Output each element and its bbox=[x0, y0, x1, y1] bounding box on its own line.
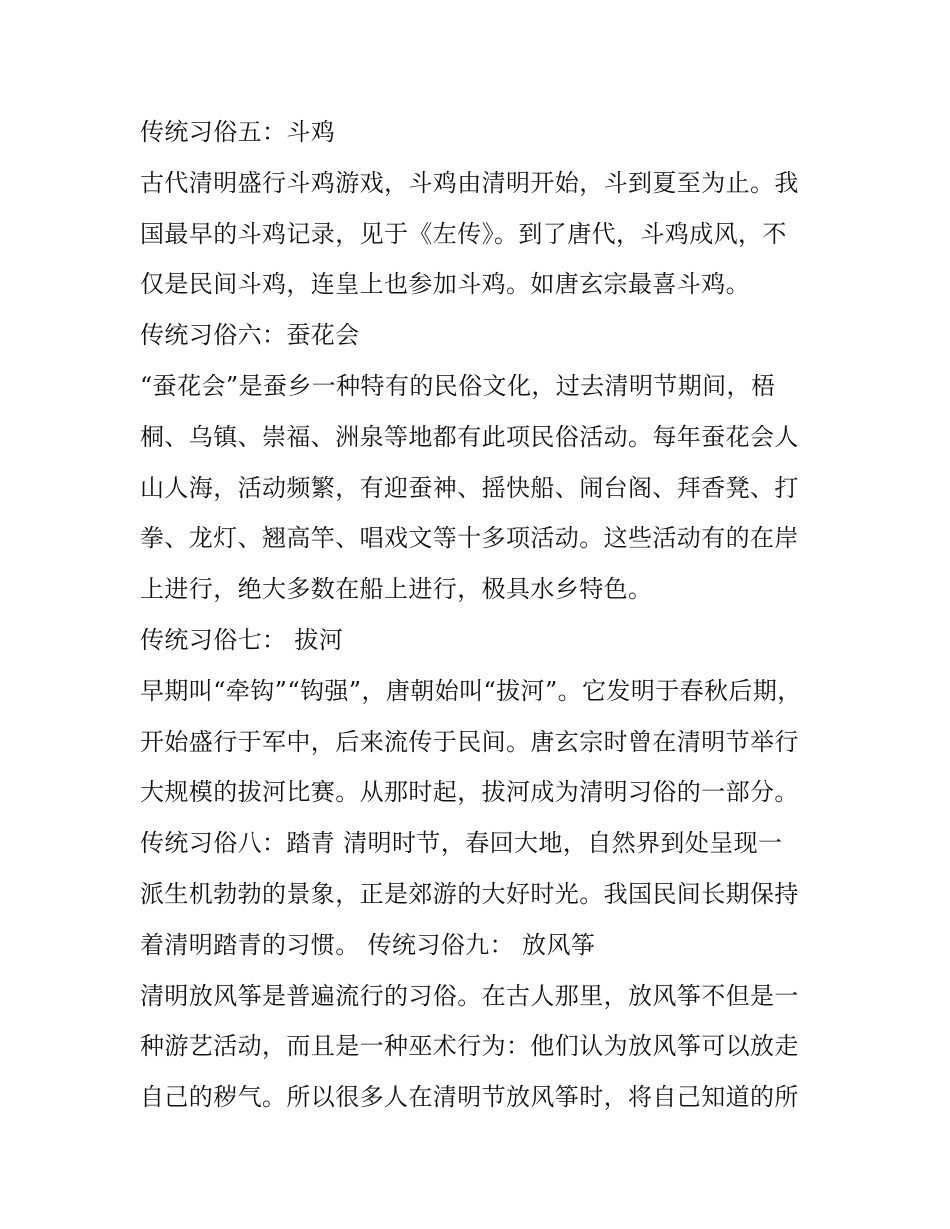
section-heading-9-line: 着清明踏青的习惯。 传统习俗九： 放风筝 bbox=[140, 930, 596, 959]
text-line: 种游艺活动，而且是一种巫术行为：他们认为放风筝可以放走 bbox=[140, 1032, 799, 1061]
text-line: 早期叫“牵钩”“钩强”，唐朝始叫“拔河”。它发明于春秋后期， bbox=[140, 676, 802, 705]
text-line: 仅是民间斗鸡，连皇上也参加斗鸡。如唐玄宗最喜斗鸡。 bbox=[140, 270, 750, 299]
text-line: 派生机勃勃的景象，正是郊游的大好时光。我国民间长期保持 bbox=[140, 879, 799, 908]
section-heading-8-line: 传统习俗八：踏青 清明时节，春回大地，自然界到处呈现一 bbox=[140, 829, 783, 858]
section-heading-6: 传统习俗六：蚕花会 bbox=[140, 321, 360, 350]
text-line: 山人海，活动频繁，有迎蚕神、摇快船、闹台阁、拜香凳、打 bbox=[140, 473, 799, 502]
text-line: 桐、乌镇、崇福、洲泉等地都有此项民俗活动。每年蚕花会人 bbox=[140, 422, 799, 451]
text-line: 开始盛行于军中，后来流传于民间。唐玄宗时曾在清明节举行 bbox=[140, 727, 799, 756]
text-line: 清明放风筝是普遍流行的习俗。在古人那里，放风筝不但是一 bbox=[140, 981, 799, 1010]
section-heading-7: 传统习俗七： 拔河 bbox=[140, 625, 344, 654]
text-line: “蚕花会”是蚕乡一种特有的民俗文化，过去清明节期间，梧 bbox=[140, 371, 776, 400]
text-line: 自己的秽气。所以很多人在清明节放风筝时，将自己知道的所 bbox=[140, 1083, 799, 1112]
text-line: 拳、龙灯、翘高竿、唱戏文等十多项活动。这些活动有的在岸 bbox=[140, 524, 799, 553]
text-line: 大规模的拔河比赛。从那时起，拔河成为清明习俗的一部分。 bbox=[140, 778, 799, 807]
section-heading-5: 传统习俗五：斗鸡 bbox=[140, 118, 336, 146]
text-line: 上进行，绝大多数在船上进行，极具水乡特色。 bbox=[140, 575, 653, 604]
text-line: 古代清明盛行斗鸡游戏，斗鸡由清明开始，斗到夏至为止。我 bbox=[140, 168, 799, 197]
body-text bbox=[140, 109, 820, 1125]
text-line: 国最早的斗鸡记录，见于《左传》。到了唐代，斗鸡成风，不 bbox=[140, 219, 787, 248]
